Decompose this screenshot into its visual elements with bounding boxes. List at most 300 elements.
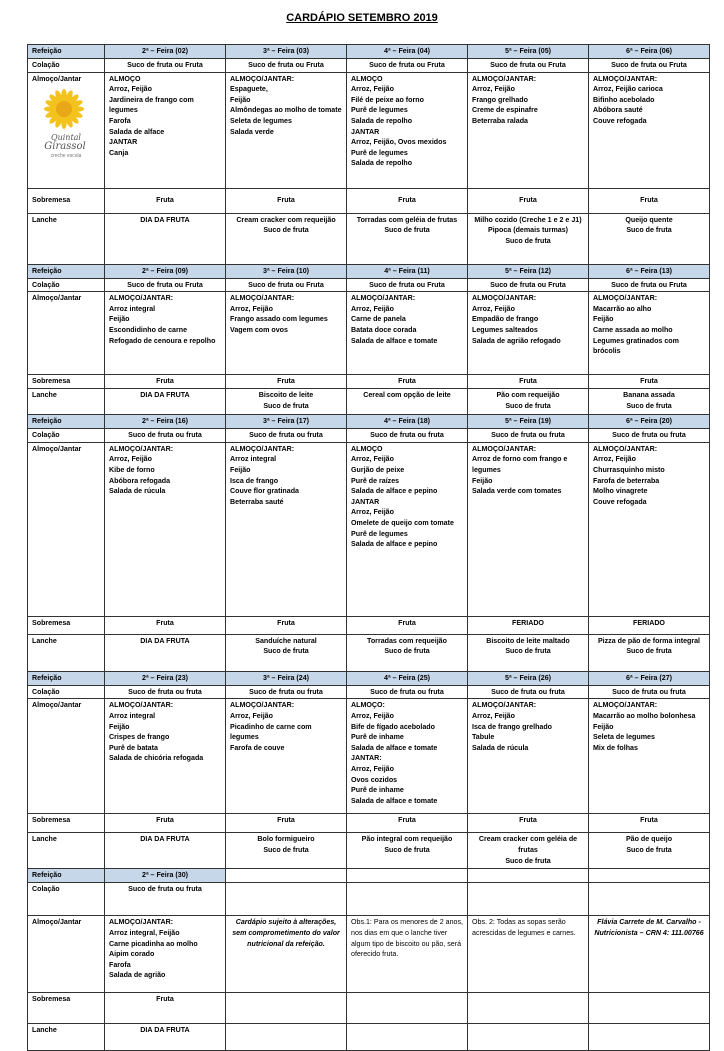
colacao-row xyxy=(28,685,710,699)
menu-line: Frango grelhado xyxy=(472,95,528,104)
colacao-row xyxy=(28,429,710,443)
almoco-label-text: Almoço/Jantar xyxy=(32,444,82,453)
sobremesa-text: Fruta xyxy=(398,195,416,204)
almoco-cell xyxy=(105,699,226,814)
menu-line: Arroz, Feijão xyxy=(472,85,515,94)
menu-line: Suco de fruta xyxy=(505,401,551,410)
day-header: 6ª – Feira (13) xyxy=(589,264,710,278)
menu-line: Batata doce corada xyxy=(351,325,417,334)
almoco-label-text: Almoço/Jantar xyxy=(32,294,82,303)
menu-line: Escondidinho de carne xyxy=(109,325,188,334)
menu-line: Salada de repolho xyxy=(351,116,413,125)
lanche-row xyxy=(28,389,710,415)
sobremesa-cell xyxy=(105,814,226,833)
menu-line: Cream cracker com requeijão xyxy=(236,215,336,224)
lanche-cell xyxy=(468,634,589,671)
refeicao-label: Refeição xyxy=(28,671,105,685)
refeicao-label: Refeição xyxy=(28,45,105,59)
almoco-row xyxy=(28,442,710,616)
sobremesa-row xyxy=(28,814,710,833)
lanche-cell xyxy=(468,389,589,415)
menu-line: Arroz, Feijão, Ovos mexidos xyxy=(351,138,447,147)
sobremesa-text: Fruta xyxy=(640,816,658,825)
sobremesa-cell xyxy=(347,188,468,213)
menu-line: Frango assado com legumes xyxy=(230,315,328,324)
sobremesa-label xyxy=(28,814,105,833)
sobremesa-text: Fruta xyxy=(519,195,537,204)
sobremesa-text: Fruta xyxy=(398,816,416,825)
menu-line: Bife de fígado acebolado xyxy=(351,722,435,731)
menu-line: Suco de fruta xyxy=(626,647,672,656)
menu-line: JANTAR: xyxy=(351,754,382,763)
menu-line: Couve refogada xyxy=(593,497,647,506)
menu-line: Salada de alface e tomate xyxy=(351,336,438,345)
colacao-row xyxy=(28,278,710,292)
refeicao-label: Refeição xyxy=(28,415,105,429)
colacao-cell: Suco de fruta ou fruta xyxy=(105,685,226,699)
sobremesa-cell xyxy=(589,188,710,213)
menu-line: Vagem com ovos xyxy=(230,325,288,334)
menu-line: Cereal com opção de leite xyxy=(363,391,451,400)
menu-line: Salada de rúcula xyxy=(109,487,166,496)
almoco-cell xyxy=(468,292,589,375)
colacao-cell: Suco de fruta ou Fruta xyxy=(226,278,347,292)
menu-line: Abóbora sauté xyxy=(593,106,643,115)
menu-line: Arroz, Feijão xyxy=(109,455,152,464)
sobremesa-cell xyxy=(347,814,468,833)
menu-line: Pão com requeijão xyxy=(496,391,560,400)
menu-line: ALMOÇO/JANTAR: xyxy=(593,74,658,83)
sobremesa-cell xyxy=(589,814,710,833)
lanche-cell xyxy=(226,213,347,264)
obs1-note xyxy=(347,916,468,993)
colacao-cell: Suco de fruta ou fruta xyxy=(105,429,226,443)
menu-line: Seleta de legumes xyxy=(230,116,292,125)
menu-line: Pipoca (demais turmas) xyxy=(487,226,569,235)
menu-line: Salada verde com tomates xyxy=(472,487,562,496)
menu-line: Arroz integral xyxy=(230,455,277,464)
menu-line: Arroz, Feijão xyxy=(472,711,515,720)
menu-line: Salada de repolho xyxy=(351,159,413,168)
sobremesa-label-text: Sobremesa xyxy=(32,816,71,825)
menu-line: Feijão xyxy=(109,315,130,324)
empty-cell xyxy=(589,883,710,916)
sobremesa-text: Fruta xyxy=(156,618,174,627)
lanche-cell: DIA DA FRUTA xyxy=(105,1024,226,1051)
colacao-cell: Suco de fruta ou fruta xyxy=(347,429,468,443)
empty-cell xyxy=(226,869,347,883)
colacao-label: Colação xyxy=(28,59,105,73)
empty-cell xyxy=(226,993,347,1024)
almoco-row xyxy=(28,699,710,814)
sobremesa-cell xyxy=(468,375,589,389)
lanche-cell xyxy=(468,833,589,869)
menu-line: Purê de inhame xyxy=(351,786,404,795)
menu-line: Aipim corado xyxy=(109,950,155,959)
colacao-cell: Suco de fruta ou fruta xyxy=(226,429,347,443)
sobremesa-label xyxy=(28,616,105,634)
menu-line: Gurjão de peixe xyxy=(351,465,405,474)
sobremesa-row xyxy=(28,375,710,389)
menu-line: Picadinho de carne com legumes xyxy=(230,722,312,742)
menu-line: Arroz, Feijão xyxy=(472,304,515,313)
menu-line: Purê de legumes xyxy=(351,529,408,538)
menu-line: Salada de alface xyxy=(109,127,165,136)
colacao-cell: Suco de fruta ou Fruta xyxy=(226,59,347,73)
menu-line: Feijão xyxy=(230,465,251,474)
day-header: 3ª – Feira (10) xyxy=(226,264,347,278)
day-header: 2ª – Feira (23) xyxy=(105,671,226,685)
menu-line: ALMOÇO xyxy=(351,74,383,83)
lanche-cell xyxy=(226,389,347,415)
almoco-label: Almoço/Jantar xyxy=(28,916,105,993)
menu-line: Arroz, Feijão xyxy=(109,85,152,94)
colacao-cell: Suco de fruta ou fruta xyxy=(347,685,468,699)
almoco-cell xyxy=(468,442,589,616)
sobremesa-cell xyxy=(226,616,347,634)
menu-line: JANTAR xyxy=(351,497,380,506)
menu-line: ALMOÇO/JANTAR: xyxy=(230,74,295,83)
menu-line: Purê de legumes xyxy=(351,148,408,157)
menu-line: Pão de queijo xyxy=(625,835,673,844)
lanche-label: Lanche xyxy=(28,389,105,415)
lanche-label: Lanche xyxy=(28,833,105,869)
sobremesa-label xyxy=(28,188,105,213)
day-header: 3ª – Feira (03) xyxy=(226,45,347,59)
almoco-cell xyxy=(589,72,710,188)
sobremesa-cell xyxy=(105,188,226,213)
menu-line: ALMOÇO/JANTAR: xyxy=(230,444,295,453)
menu-line: Feijão xyxy=(230,95,251,104)
colacao-cell: Suco de fruta ou Fruta xyxy=(468,59,589,73)
day-header: 2ª – Feira (09) xyxy=(105,264,226,278)
almoco-cell xyxy=(468,699,589,814)
menu-line: Beterraba sauté xyxy=(230,497,284,506)
menu-line: Purê de raízes xyxy=(351,476,400,485)
menu-line: Arroz, Feijão xyxy=(230,304,273,313)
day-header: 2ª – Feira (16) xyxy=(105,415,226,429)
menu-line: Arroz, Feijão xyxy=(351,764,394,773)
menu-line: Feijão xyxy=(593,722,614,731)
lanche-cell xyxy=(347,213,468,264)
menu-line: Arroz, Feijão xyxy=(351,455,394,464)
obs1-label: Obs.1: xyxy=(351,918,374,927)
day-header: 6ª – Feira (20) xyxy=(589,415,710,429)
day-header: 4ª – Feira (11) xyxy=(347,264,468,278)
menu-line: Suco de fruta xyxy=(263,401,309,410)
menu-line: Omelete de queijo com tomate xyxy=(351,518,454,527)
almoco-cell xyxy=(105,442,226,616)
colacao-cell: Suco de fruta ou Fruta xyxy=(589,278,710,292)
menu-line: Purê de batata xyxy=(109,743,158,752)
almoco-cell xyxy=(105,916,226,993)
menu-line: Carne de panela xyxy=(351,315,406,324)
menu-line: Arroz integral, Feijão xyxy=(109,928,180,937)
colacao-cell: Suco de fruta ou fruta xyxy=(105,883,226,916)
lanche-row xyxy=(28,833,710,869)
colacao-cell: Suco de fruta ou fruta xyxy=(589,429,710,443)
almoco-row xyxy=(28,72,710,188)
menu-line: Farofa de couve xyxy=(230,743,285,752)
menu-line: Espaguete, xyxy=(230,85,268,94)
logo-text-2: Girassol xyxy=(44,141,86,153)
sobremesa-text: Fruta xyxy=(277,816,295,825)
day-header: 4ª – Feira (18) xyxy=(347,415,468,429)
sobremesa-cell xyxy=(226,814,347,833)
menu-line: ALMOÇO xyxy=(109,74,141,83)
lanche-cell xyxy=(226,634,347,671)
menu-line: Salada de alface e tomate xyxy=(351,796,438,805)
menu-line: Crispes de frango xyxy=(109,733,170,742)
almoco-cell xyxy=(347,442,468,616)
sobremesa-text: Fruta xyxy=(277,377,295,386)
menu-line: JANTAR xyxy=(109,138,138,147)
lanche-cell xyxy=(589,389,710,415)
colacao-label: Colação xyxy=(28,278,105,292)
day-header: 2ª – Feira (02) xyxy=(105,45,226,59)
sobremesa-text: Fruta xyxy=(277,618,295,627)
menu-line: Salada de rúcula xyxy=(472,743,529,752)
menu-line: Suco de fruta xyxy=(263,845,309,854)
menu-line: Biscoito de leite xyxy=(258,391,314,400)
day-header: 3ª – Feira (17) xyxy=(226,415,347,429)
menu-line: Legumes salteados xyxy=(472,325,538,334)
almoco-label-text: Almoço/Jantar xyxy=(32,74,82,83)
menu-line: Empadão de frango xyxy=(472,315,539,324)
almoco-row xyxy=(28,916,710,993)
menu-line: Arroz, Feijão xyxy=(351,85,394,94)
empty-cell xyxy=(589,1024,710,1051)
menu-table xyxy=(27,44,710,1051)
menu-line: Macarrão ao molho bolonhesa xyxy=(593,711,696,720)
colacao-cell: Suco de fruta ou Fruta xyxy=(468,278,589,292)
menu-line: Arroz, Feijão xyxy=(351,304,394,313)
menu-line: Salada de alface e tomate xyxy=(351,743,438,752)
menu-line: Purê de inhame xyxy=(351,733,404,742)
menu-line: Suco de fruta xyxy=(384,647,430,656)
almoco-cell xyxy=(105,292,226,375)
day-header: 5ª – Feira (12) xyxy=(468,264,589,278)
lanche-label: Lanche xyxy=(28,634,105,671)
menu-line: Kibe de forno xyxy=(109,465,155,474)
lanche-label: Lanche xyxy=(28,213,105,264)
menu-line: Isca de frango grelhado xyxy=(472,722,553,731)
menu-line: ALMOÇO/JANTAR: xyxy=(230,701,295,710)
lanche-row xyxy=(28,634,710,671)
empty-cell xyxy=(347,993,468,1024)
empty-cell xyxy=(347,869,468,883)
menu-line: Creme de espinafre xyxy=(472,106,538,115)
sobremesa-row xyxy=(28,616,710,634)
lanche-cell xyxy=(589,213,710,264)
lanche-cell xyxy=(589,833,710,869)
day-header: 5ª – Feira (19) xyxy=(468,415,589,429)
menu-line: Filé de peixe ao forno xyxy=(351,95,424,104)
obs2-note xyxy=(468,916,589,993)
menu-line: Arroz, Feijão xyxy=(351,711,394,720)
obs1-text: Para os menores de 2 anos, nos dias em que o lanche tiver algum tipo de biscoito ou pão, será oferecido fruta. xyxy=(351,918,463,959)
day-header: 3ª – Feira (24) xyxy=(226,671,347,685)
sobremesa-label xyxy=(28,375,105,389)
menu-line: Farofa de beterraba xyxy=(593,476,660,485)
menu-line: Queijo quente xyxy=(625,215,673,224)
logo-text-1: Quintal xyxy=(51,133,81,143)
colacao-cell: Suco de fruta ou fruta xyxy=(226,685,347,699)
sobremesa-row xyxy=(28,188,710,213)
sobremesa-cell xyxy=(226,375,347,389)
almoco-label-text: Almoço/Jantar xyxy=(32,701,82,710)
day-header: 5ª – Feira (26) xyxy=(468,671,589,685)
almoco-cell xyxy=(347,72,468,188)
sobremesa-cell xyxy=(468,814,589,833)
colacao-cell: Suco de fruta ou fruta xyxy=(468,685,589,699)
menu-line: DIA DA FRUTA xyxy=(140,391,190,400)
menu-line: Refogado de cenoura e repolho xyxy=(109,336,216,345)
menu-line: Purê de legumes xyxy=(351,106,408,115)
menu-line: ALMOÇO/JANTAR: xyxy=(472,701,537,710)
menu-line: Arroz, Feijão xyxy=(351,508,394,517)
menu-line: Couve refogada xyxy=(593,116,647,125)
refeicao-label: Refeição xyxy=(28,264,105,278)
page-title: CARDÁPIO SETEMBRO 2019 xyxy=(286,12,438,24)
empty-cell xyxy=(589,993,710,1024)
sobremesa-cell xyxy=(226,188,347,213)
menu-line: DIA DA FRUTA xyxy=(140,636,190,645)
sobremesa-cell xyxy=(589,616,710,634)
sobremesa-row xyxy=(28,993,710,1024)
menu-line: Arroz integral xyxy=(109,304,156,313)
menu-line: Suco de fruta xyxy=(384,845,430,854)
menu-line: Arroz, Feijão xyxy=(593,455,636,464)
obs2-text: Todas as sopas serão acrescidas de legumes e carnes. xyxy=(472,918,576,937)
menu-line: Bolo formigueiro xyxy=(257,835,315,844)
colacao-row xyxy=(28,59,710,73)
almoco-cell xyxy=(589,442,710,616)
menu-line: Milho cozido (Creche 1 e 2 e J1) xyxy=(474,215,582,224)
empty-cell xyxy=(226,1024,347,1051)
school-logo xyxy=(32,87,96,161)
menu-line: Salada de agrião xyxy=(109,971,166,980)
menu-line: Pão integral com requeijão xyxy=(361,835,453,844)
empty-cell xyxy=(589,869,710,883)
menu-line: ALMOÇO/JANTAR: xyxy=(109,444,174,453)
menu-line: ALMOÇO/JANTAR: xyxy=(109,701,174,710)
colacao-cell: Suco de fruta ou Fruta xyxy=(347,278,468,292)
menu-line: ALMOÇO/JANTAR: xyxy=(230,294,295,303)
menu-line: Jardineira de frango com legumes xyxy=(109,95,194,115)
lanche-cell xyxy=(105,634,226,671)
sobremesa-cell xyxy=(105,375,226,389)
menu-line: Farofa xyxy=(109,116,131,125)
lanche-cell xyxy=(226,833,347,869)
sobremesa-cell xyxy=(347,616,468,634)
menu-line: Almôndegas ao molho de tomate xyxy=(230,106,342,115)
sobremesa-cell xyxy=(589,375,710,389)
empty-cell xyxy=(347,1024,468,1051)
menu-line: Torradas com geléia de frutas xyxy=(356,215,458,224)
almoco-cell xyxy=(347,292,468,375)
day-header: 6ª – Feira (27) xyxy=(589,671,710,685)
lanche-cell xyxy=(105,389,226,415)
day-header: 6ª – Feira (06) xyxy=(589,45,710,59)
almoco-cell xyxy=(226,699,347,814)
lanche-label: Lanche xyxy=(28,1024,105,1051)
almoco-cell xyxy=(105,72,226,188)
menu-line: Suco de fruta xyxy=(626,845,672,854)
lanche-row xyxy=(28,213,710,264)
colacao-label: Colação xyxy=(28,685,105,699)
colacao-cell: Suco de fruta ou Fruta xyxy=(105,59,226,73)
sobremesa-cell xyxy=(468,188,589,213)
sobremesa-text: Fruta xyxy=(156,195,174,204)
menu-line: ALMOÇO/JANTAR: xyxy=(109,294,174,303)
menu-line: DIA DA FRUTA xyxy=(140,215,190,224)
menu-line: ALMOÇO/JANTAR: xyxy=(472,294,537,303)
almoco-label xyxy=(28,72,105,188)
lanche-row xyxy=(28,1024,710,1051)
menu-line: Seleta de legumes xyxy=(593,733,655,742)
lanche-cell xyxy=(347,389,468,415)
almoco-cell xyxy=(468,72,589,188)
menu-line: Sanduíche natural xyxy=(255,636,317,645)
nutritionist-signature: Flávia Carrete de M. Carvalho - Nutricionista – CRN 4: 111.00766 xyxy=(589,916,710,993)
menu-line: Mix de folhas xyxy=(593,743,638,752)
sobremesa-label-text: Sobremesa xyxy=(32,195,71,204)
colacao-label: Colação xyxy=(28,429,105,443)
sobremesa-text: FERIADO xyxy=(633,618,665,627)
colacao-cell: Suco de fruta ou Fruta xyxy=(589,59,710,73)
week-header-row xyxy=(28,45,710,59)
week-header-row xyxy=(28,415,710,429)
sobremesa-text: FERIADO xyxy=(512,618,544,627)
menu-line: Macarrão ao alho xyxy=(593,304,652,313)
menu-line: Feijão xyxy=(472,476,493,485)
menu-line: Suco de fruta xyxy=(384,226,430,235)
sobremesa-cell xyxy=(105,616,226,634)
menu-line: Legumes gratinados com brócolis xyxy=(593,336,679,356)
week-header-row xyxy=(28,869,710,883)
empty-cell xyxy=(226,883,347,916)
menu-line: Banana assada xyxy=(623,391,675,400)
sobremesa-label: Sobremesa xyxy=(28,993,105,1024)
disclaimer-note: Cardápio sujeito à alterações, sem comprometimento do valor nutricional da refeição. xyxy=(226,916,347,993)
menu-line: Salada de alface e pepino xyxy=(351,487,438,496)
menu-line: Biscoito de leite maltado xyxy=(486,636,570,645)
empty-cell xyxy=(468,869,589,883)
menu-line: ALMOÇO/JANTAR: xyxy=(472,74,537,83)
sobremesa-text: Fruta xyxy=(156,816,174,825)
sobremesa-text: Fruta xyxy=(277,195,295,204)
sobremesa-text: Fruta xyxy=(519,377,537,386)
week-header-row xyxy=(28,671,710,685)
menu-line: ALMOÇO/JANTAR: xyxy=(593,294,658,303)
empty-cell xyxy=(347,883,468,916)
almoco-cell xyxy=(226,292,347,375)
menu-line: Suco de fruta xyxy=(505,236,551,245)
sobremesa-cell xyxy=(468,616,589,634)
menu-line: Salada de agrião refogado xyxy=(472,336,561,345)
sobremesa-text: Fruta xyxy=(398,377,416,386)
sobremesa-text: Fruta xyxy=(398,618,416,627)
menu-line: Salada verde xyxy=(230,127,274,136)
colacao-cell: Suco de fruta ou fruta xyxy=(589,685,710,699)
sobremesa-cell: Fruta xyxy=(105,993,226,1024)
menu-line: Salada de chicória refogada xyxy=(109,754,204,763)
almoco-cell xyxy=(226,72,347,188)
empty-cell xyxy=(468,993,589,1024)
menu-line: Arroz de forno com frango e legumes xyxy=(472,455,568,474)
almoco-row xyxy=(28,292,710,375)
